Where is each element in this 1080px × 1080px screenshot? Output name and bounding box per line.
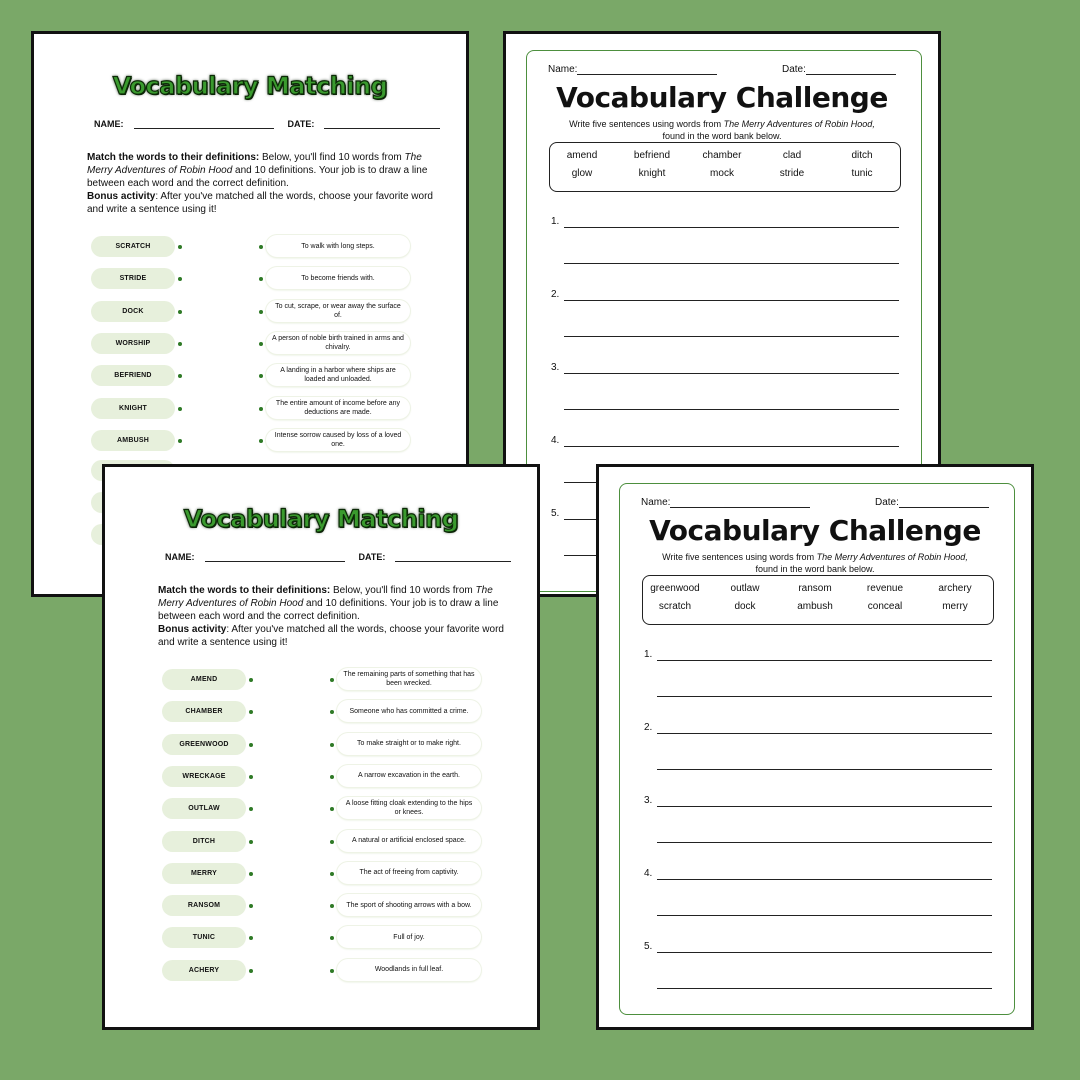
word-bank-word: scratch — [658, 601, 692, 612]
word-pill: MERRY — [162, 863, 246, 884]
name-field[interactable] — [577, 64, 717, 75]
word-pill: CHAMBER — [162, 701, 246, 722]
writing-line[interactable] — [657, 842, 992, 843]
definition-pill: The act of freeing from captivity. — [337, 862, 481, 884]
definition-pill: The remaining parts of something that has been wrecked. — [337, 668, 481, 690]
word-dot[interactable] — [178, 277, 182, 281]
word-pill: AMBUSH — [91, 430, 175, 451]
word-pill: DOCK — [91, 301, 175, 322]
name-row: Name: — [641, 497, 810, 508]
name-label: NAME: — [165, 552, 195, 562]
word-bank-word: merry — [942, 601, 968, 612]
word-pill: BEFRIEND — [91, 365, 175, 386]
date-field[interactable] — [806, 64, 896, 75]
writing-line[interactable] — [564, 373, 899, 374]
sentence-number: 3. — [551, 362, 560, 373]
definition-dot[interactable] — [330, 678, 334, 682]
word-bank-word: conceal — [867, 601, 903, 612]
date-field[interactable] — [899, 497, 989, 508]
word-pill: SCRATCH — [91, 236, 175, 257]
page-title: Vocabulary Matching — [183, 505, 459, 533]
word-bank-word: chamber — [702, 150, 742, 161]
definition-dot[interactable] — [330, 710, 334, 714]
sentence-number: 5. — [644, 941, 653, 952]
definition-pill: A natural or artificial enclosed space. — [337, 830, 481, 852]
name-field[interactable] — [134, 118, 274, 129]
definition-dot[interactable] — [259, 245, 263, 249]
definition-dot[interactable] — [259, 310, 263, 314]
writing-line[interactable] — [657, 769, 992, 770]
definition-dot[interactable] — [330, 807, 334, 811]
word-dot[interactable] — [178, 439, 182, 443]
word-bank-word: clad — [782, 150, 802, 161]
sentence-number: 4. — [551, 435, 560, 446]
word-bank-word: stride — [779, 168, 805, 179]
definition-pill: A loose fitting cloak extending to the hips or knees. — [337, 797, 481, 819]
word-bank-word: tunic — [851, 168, 873, 179]
word-dot[interactable] — [178, 407, 182, 411]
definition-dot[interactable] — [330, 872, 334, 876]
word-bank-word: outlaw — [730, 583, 760, 594]
sentence-number: 3. — [644, 795, 653, 806]
word-pill: WRECKAGE — [162, 766, 246, 787]
word-dot[interactable] — [249, 775, 253, 779]
definition-pill: A landing in a harbor where ships are loaded and unloaded. — [266, 364, 410, 386]
word-bank-word: amend — [566, 150, 598, 161]
word-bank-word: greenwood — [650, 583, 700, 594]
date-field[interactable] — [324, 118, 440, 129]
sentence-number: 1. — [551, 216, 560, 227]
word-dot[interactable] — [178, 245, 182, 249]
date-label: DATE: — [287, 119, 315, 129]
writing-line[interactable] — [657, 806, 992, 807]
definition-dot[interactable] — [330, 936, 334, 940]
word-dot[interactable] — [249, 969, 253, 973]
word-dot[interactable] — [249, 710, 253, 714]
definition-pill: Woodlands in full leaf. — [337, 959, 481, 981]
word-dot[interactable] — [178, 342, 182, 346]
word-bank-word: mock — [710, 168, 734, 179]
word-bank-word: dock — [734, 601, 756, 612]
sentence-number: 2. — [551, 289, 560, 300]
word-pill: STRIDE — [91, 268, 175, 289]
word-bank-word: ditch — [851, 150, 873, 161]
word-pill: WORSHIP — [91, 333, 175, 354]
definition-pill: A narrow excavation in the earth. — [337, 765, 481, 787]
definition-dot[interactable] — [259, 342, 263, 346]
word-dot[interactable] — [249, 904, 253, 908]
writing-line[interactable] — [564, 227, 899, 228]
word-dot[interactable] — [249, 807, 253, 811]
date-field[interactable] — [395, 551, 511, 562]
definition-dot[interactable] — [259, 439, 263, 443]
definition-dot[interactable] — [330, 775, 334, 779]
writing-line[interactable] — [564, 336, 899, 337]
writing-line[interactable] — [564, 300, 899, 301]
page-title: Vocabulary Matching — [112, 72, 388, 100]
word-dot[interactable] — [249, 936, 253, 940]
writing-line[interactable] — [657, 660, 992, 661]
definition-dot[interactable] — [330, 904, 334, 908]
matching-sheet-2 — [102, 464, 540, 1030]
word-dot[interactable] — [249, 840, 253, 844]
word-bank-word: archery — [938, 583, 972, 594]
writing-line[interactable] — [564, 409, 899, 410]
word-pill: ACHERY — [162, 960, 246, 981]
page-title: Vocabulary Challenge — [556, 81, 888, 114]
instructions: Match the words to their definitions: Below, you'll find 10 words from The Merry Adventures of Robin Hood and 10 definitions. Your job is to draw a line between each word and the correct definition. Bonus activity: After you've matched all the words, choose your favorite word and write a sentence using it! — [87, 152, 433, 215]
definition-pill: To make straight or to make right. — [337, 733, 481, 755]
date-label: DATE: — [358, 552, 386, 562]
writing-line[interactable] — [657, 879, 992, 880]
name-field[interactable] — [670, 497, 810, 508]
word-bank-word: glow — [571, 168, 593, 179]
word-bank-word: knight — [638, 168, 666, 179]
writing-line[interactable] — [657, 915, 992, 916]
definition-pill: To cut, scrape, or wear away the surface of. — [266, 300, 410, 322]
word-pill: TUNIC — [162, 927, 246, 948]
definition-dot[interactable] — [259, 277, 263, 281]
word-bank-word: ambush — [797, 601, 833, 612]
page-title: Vocabulary Challenge — [649, 514, 981, 547]
date-row: Date: — [875, 497, 989, 508]
name-label: NAME: — [94, 119, 124, 129]
word-pill: KNIGHT — [91, 398, 175, 419]
word-pill: GREENWOOD — [162, 734, 246, 755]
definition-pill: Intense sorrow caused by loss of a loved one. — [266, 429, 410, 451]
date-row: Date: — [782, 64, 896, 75]
word-dot[interactable] — [249, 678, 253, 682]
name-row: Name: — [548, 64, 717, 75]
writing-line[interactable] — [657, 733, 992, 734]
definition-dot[interactable] — [259, 374, 263, 378]
word-dot[interactable] — [249, 872, 253, 876]
subtitle: Write five sentences using words from The Merry Adventures of Robin Hood, found in the word bank below. — [569, 119, 875, 141]
writing-line[interactable] — [564, 263, 899, 264]
writing-line[interactable] — [657, 988, 992, 989]
word-pill: DITCH — [162, 831, 246, 852]
definition-pill: The entire amount of income before any deductions are made. — [266, 397, 410, 419]
subtitle: Write five sentences using words from The Merry Adventures of Robin Hood, found in the word bank below. — [662, 552, 968, 574]
writing-line[interactable] — [564, 446, 899, 447]
word-dot[interactable] — [178, 374, 182, 378]
word-pill: AMEND — [162, 669, 246, 690]
sentence-number: 5. — [551, 508, 560, 519]
challenge-sheet-2 — [596, 464, 1034, 1030]
word-bank-word: ransom — [798, 583, 832, 594]
word-dot[interactable] — [249, 743, 253, 747]
word-bank-word: befriend — [633, 150, 671, 161]
name-date-row — [165, 551, 511, 562]
definition-dot[interactable] — [330, 840, 334, 844]
definition-dot[interactable] — [330, 969, 334, 973]
writing-line[interactable] — [657, 952, 992, 953]
writing-line[interactable] — [657, 696, 992, 697]
word-pill: RANSOM — [162, 895, 246, 916]
definition-dot[interactable] — [259, 407, 263, 411]
definition-pill: A person of noble birth trained in arms and chivalry. — [266, 332, 410, 354]
definition-pill: To become friends with. — [266, 267, 410, 289]
definition-pill: Someone who has committed a crime. — [337, 700, 481, 722]
definition-pill: To walk with long steps. — [266, 235, 410, 257]
definition-pill: Full of joy. — [337, 926, 481, 948]
word-bank-word: revenue — [866, 583, 904, 594]
definition-pill: The sport of shooting arrows with a bow. — [337, 894, 481, 916]
name-field[interactable] — [205, 551, 345, 562]
definition-dot[interactable] — [330, 743, 334, 747]
word-dot[interactable] — [178, 310, 182, 314]
sentence-number: 4. — [644, 868, 653, 879]
sentence-number: 2. — [644, 722, 653, 733]
name-date-row — [94, 118, 440, 129]
word-pill: OUTLAW — [162, 798, 246, 819]
sentence-number: 1. — [644, 649, 653, 660]
instructions: Match the words to their definitions: Below, you'll find 10 words from The Merry Adventures of Robin Hood and 10 definitions. Your job is to draw a line between each word and the correct definition. Bonus activity: After you've matched all the words, choose your favorite word and write a sentence using it! — [158, 585, 504, 648]
